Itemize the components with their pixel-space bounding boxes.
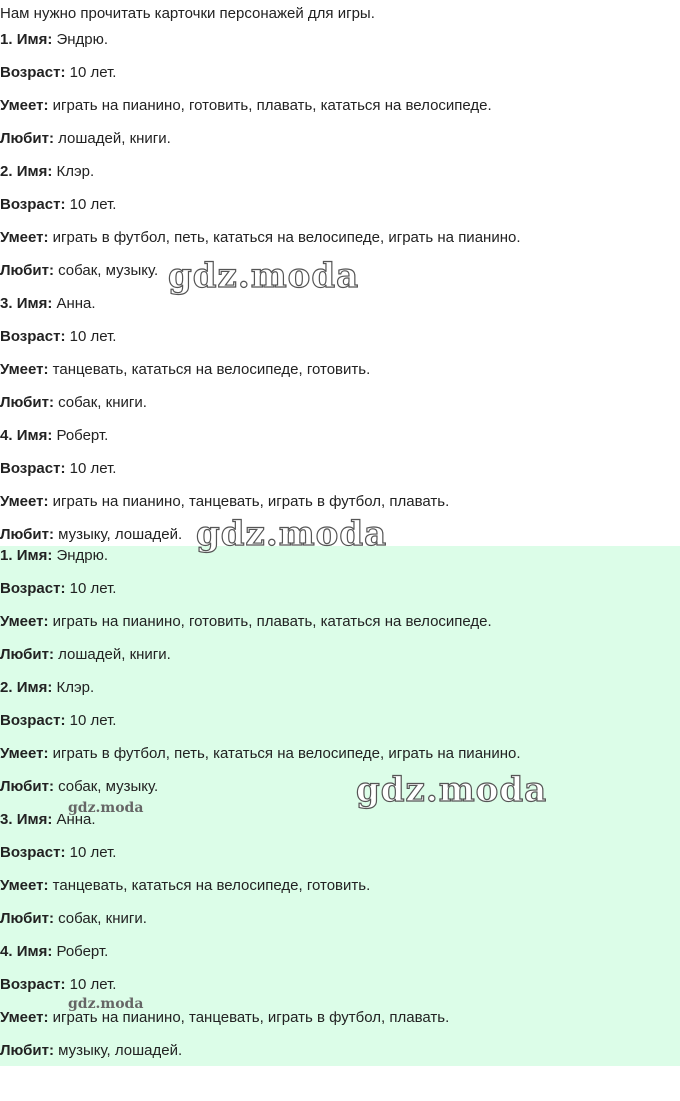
field-value-likes: лошадей, книги. — [53, 646, 171, 663]
field-label-name: Имя: — [16, 547, 53, 564]
field-label — [0, 1042, 54, 1059]
card-name-line — [0, 30, 680, 63]
card-number: 2. — [0, 679, 13, 696]
field-label — [0, 394, 54, 411]
watermark-logo: gdz.moda — [196, 514, 388, 554]
field-label-likes: Любит: — [0, 394, 54, 411]
field-label — [0, 547, 52, 564]
field-value-likes: собак, музыку. — [53, 262, 159, 279]
watermark-logo: gdz.moda — [168, 256, 360, 296]
card-age-line — [0, 195, 680, 228]
card-likes-line — [0, 1041, 680, 1074]
card-age-line — [0, 843, 680, 876]
field-value-age: 10 лет. — [65, 460, 117, 477]
field-label — [0, 130, 54, 147]
field-label — [0, 328, 65, 345]
field-value-name: Эндрю. — [52, 547, 109, 564]
field-label-likes: Любит: — [0, 910, 54, 927]
field-label — [0, 580, 65, 597]
field-label-skills: Умеет: — [0, 1009, 49, 1026]
field-value-likes: собак, книги. — [53, 394, 147, 411]
field-label-skills: Умеет: — [0, 613, 49, 630]
field-label — [0, 31, 52, 48]
answer-block — [0, 546, 680, 1066]
field-label-age: Возраст: — [0, 976, 66, 993]
field-label — [0, 679, 52, 696]
watermark-logo-small: gdz.moda — [68, 800, 144, 816]
field-label — [0, 229, 49, 246]
field-value-age: 10 лет. — [65, 196, 117, 213]
card-likes-line — [0, 645, 680, 678]
field-label — [0, 196, 65, 213]
watermark-logo: gdz.moda — [356, 770, 548, 810]
card-skills-line — [0, 876, 680, 909]
field-label-skills: Умеет: — [0, 745, 49, 762]
character-cards — [0, 30, 680, 558]
card-likes-line — [0, 909, 680, 942]
field-value-age: 10 лет. — [65, 328, 117, 345]
field-label-skills: Умеет: — [0, 229, 49, 246]
field-value-skills: играть на пианино, готовить, плавать, кататься на велосипеде. — [48, 613, 492, 630]
field-value-skills: играть на пианино, танцевать, играть в футбол, плавать. — [48, 1009, 450, 1026]
field-label-age: Возраст: — [0, 460, 66, 477]
field-value-skills: играть на пианино, танцевать, играть в футбол, плавать. — [48, 493, 450, 510]
card-skills-line — [0, 360, 680, 393]
card-skills-line — [0, 96, 680, 129]
field-label-likes: Любит: — [0, 130, 54, 147]
field-label-age: Возраст: — [0, 64, 66, 81]
field-label-likes: Любит: — [0, 1042, 54, 1059]
field-value-age: 10 лет. — [65, 64, 117, 81]
field-label-likes: Любит: — [0, 646, 54, 663]
field-value-likes: собак, книги. — [53, 910, 147, 927]
card-number: 4. — [0, 943, 13, 960]
field-value-skills: играть на пианино, готовить, плавать, кататься на велосипеде. — [48, 97, 492, 114]
field-value-likes: музыку, лошадей. — [53, 526, 183, 543]
card-number: 4. — [0, 427, 13, 444]
card-age-line — [0, 975, 680, 1008]
field-value-age: 10 лет. — [65, 844, 117, 861]
field-label-age: Возраст: — [0, 844, 66, 861]
field-value-age: 10 лет. — [65, 580, 117, 597]
card-skills-line — [0, 228, 680, 261]
field-label-likes: Любит: — [0, 526, 54, 543]
field-label — [0, 877, 49, 894]
field-label — [0, 460, 65, 477]
field-label — [0, 976, 65, 993]
field-value-skills: танцевать, кататься на велосипеде, готовить. — [48, 877, 371, 894]
card-name-line — [0, 294, 680, 327]
card-number: 1. — [0, 31, 13, 48]
field-value-name: Анна. — [52, 295, 96, 312]
field-value-name: Эндрю. — [52, 31, 109, 48]
card-likes-line — [0, 129, 680, 162]
field-value-likes: музыку, лошадей. — [53, 1042, 183, 1059]
card-age-line — [0, 63, 680, 96]
field-label-skills: Умеет: — [0, 877, 49, 894]
card-skills-line — [0, 612, 680, 645]
field-value-name: Клэр. — [52, 679, 95, 696]
field-value-skills: играть в футбол, петь, кататься на велосипеде, играть на пианино. — [48, 229, 521, 246]
field-label-age: Возраст: — [0, 580, 66, 597]
field-label-age: Возраст: — [0, 712, 66, 729]
field-value-name: Анна. — [52, 811, 96, 828]
card-age-line — [0, 459, 680, 492]
card-skills-line — [0, 744, 680, 777]
field-label-name: Имя: — [16, 31, 53, 48]
card-name-line — [0, 678, 680, 711]
card-skills-line — [0, 492, 680, 525]
field-label-skills: Умеет: — [0, 97, 49, 114]
field-label-name: Имя: — [16, 679, 53, 696]
field-label — [0, 712, 65, 729]
watermark-logo-small: gdz.moda — [68, 996, 144, 1012]
card-name-line — [0, 426, 680, 459]
field-label-likes: Любит: — [0, 778, 54, 795]
field-value-name: Роберт. — [52, 943, 109, 960]
card-number: 1. — [0, 547, 13, 564]
field-label — [0, 811, 52, 828]
card-age-line — [0, 711, 680, 744]
field-label-skills: Умеет: — [0, 361, 49, 378]
card-number: 3. — [0, 811, 13, 828]
field-label — [0, 163, 52, 180]
card-name-line — [0, 546, 680, 579]
field-label — [0, 646, 54, 663]
card-likes-line — [0, 261, 680, 294]
card-age-line — [0, 579, 680, 612]
field-label — [0, 745, 49, 762]
card-skills-line — [0, 1008, 680, 1041]
field-label — [0, 64, 65, 81]
card-name-line — [0, 942, 680, 975]
field-label — [0, 613, 49, 630]
field-label-age: Возраст: — [0, 328, 66, 345]
field-label-name: Имя: — [16, 427, 53, 444]
field-label-name: Имя: — [16, 811, 53, 828]
field-value-skills: танцевать, кататься на велосипеде, готовить. — [48, 361, 371, 378]
card-age-line — [0, 327, 680, 360]
card-name-line — [0, 162, 680, 195]
field-label — [0, 97, 49, 114]
field-label — [0, 844, 65, 861]
field-value-skills: играть в футбол, петь, кататься на велосипеде, играть на пианино. — [48, 745, 521, 762]
field-label-age: Возраст: — [0, 196, 66, 213]
field-label — [0, 295, 52, 312]
card-likes-line — [0, 393, 680, 426]
field-label-name: Имя: — [16, 295, 53, 312]
field-label — [0, 361, 49, 378]
field-label — [0, 943, 52, 960]
field-label — [0, 493, 49, 510]
field-label — [0, 910, 54, 927]
card-name-line — [0, 810, 680, 843]
field-label-skills: Умеет: — [0, 493, 49, 510]
field-value-likes: собак, музыку. — [53, 778, 159, 795]
field-value-name: Клэр. — [52, 163, 95, 180]
field-label-name: Имя: — [16, 943, 53, 960]
field-label-likes: Любит: — [0, 262, 54, 279]
card-likes-line — [0, 777, 680, 810]
field-label — [0, 427, 52, 444]
field-value-age: 10 лет. — [65, 712, 117, 729]
intro-text: Нам нужно прочитать карточки персонажей для игры. — [0, 5, 375, 22]
field-value-age: 10 лет. — [65, 976, 117, 993]
field-label-name: Имя: — [16, 163, 53, 180]
field-label — [0, 778, 54, 795]
card-number: 2. — [0, 163, 13, 180]
card-number: 3. — [0, 295, 13, 312]
field-value-likes: лошадей, книги. — [53, 130, 171, 147]
field-label — [0, 526, 54, 543]
field-label — [0, 262, 54, 279]
field-value-name: Роберт. — [52, 427, 109, 444]
field-label — [0, 1009, 49, 1026]
